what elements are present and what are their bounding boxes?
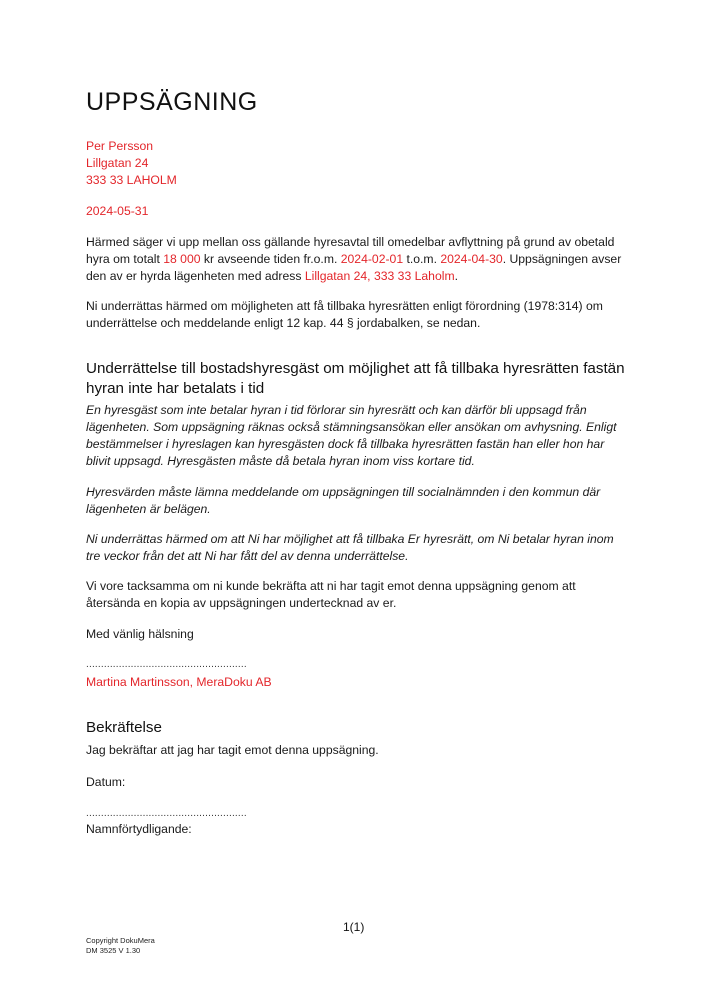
termination-paragraph: [86, 234, 626, 285]
apartment-address: Lillgatan 24, 333 33 Laholm: [304, 269, 455, 283]
signature-line: ......................................................: [86, 659, 247, 670]
footer-copyright: Copyright DokuMera: [86, 936, 155, 945]
confirmation-text: Jag bekräftar att jag har tagit emot denna uppsägning.: [86, 743, 379, 757]
notice-italic-1: En hyresgäst som inte betalar hyran i tid förlorar sin hyresrätt och kan därför bli uppsagd från lägenheten. Som uppsägning räknas också stämningsansökan eller ansökan om avhysning. Enligt bestämmelser i hyreslagen kan hyresgästen dock få tillbaka hyresrätten fastän han eller hon har blivit uppsagd. Hyresgästen måste då betala hyran inom viss kortare tid.: [86, 403, 617, 468]
name-line: ......................................................: [86, 808, 247, 819]
footer-version: DM 3525 V 1.30: [86, 946, 141, 955]
sender-name: Per Persson: [86, 139, 154, 153]
para1-text: .: [454, 269, 458, 283]
notice-heading: Underrättelse till bostadshyresgäst om möjlighet att få tillbaka hyresrätten fastän hyran inte har betalats i tid: [86, 360, 625, 397]
notice-paragraph: Ni underrättas härmed om möjligheten att få tillbaka hyresrätten enligt förordning (1978:314) om underrättelse och meddelande enligt 12 kap. 44 § jordabalken, se nedan.: [86, 299, 603, 330]
closing-greeting: Med vänlig hälsning: [86, 627, 194, 641]
confirmation-heading: Bekräftelse: [86, 719, 162, 736]
period-to: 2024-04-30: [440, 252, 503, 266]
sender-street: Lillgatan 24: [86, 156, 149, 170]
period-from: 2024-02-01: [340, 252, 404, 266]
para1-text: Härmed säger vi upp mellan oss gällande hyresavtal till omedelbar avflyttning på grund av obetald hyra om totalt: [86, 235, 615, 266]
document-date: 2024-05-31: [86, 204, 149, 218]
notice-italic-3: Ni underrättas härmed om att Ni har möjlighet att få tillbaka Er hyresrätt, om Ni betalar hyran inom tre veckor från det att Ni har fått del av denna underrättelse.: [86, 532, 614, 563]
sender-city: 333 33 LAHOLM: [86, 173, 177, 187]
para1-text: t.o.m.: [403, 252, 441, 266]
page-number: 1(1): [343, 920, 365, 934]
para1-text: . Uppsägningen avser den av er hyrda lägenheten med adress: [86, 252, 622, 283]
signer-name: Martina Martinsson, MeraDoku AB: [86, 675, 272, 689]
rent-amount: 18 000: [163, 252, 201, 266]
notice-italic-2: Hyresvärden måste lämna meddelande om uppsägningen till socialnämnden i den kommun där lägenheten är belägen.: [86, 485, 601, 516]
para1-text: kr avseende tiden fr.o.m.: [200, 252, 341, 266]
document-title: UPPSÄGNING: [86, 88, 258, 116]
date-label: Datum:: [86, 775, 126, 789]
confirmation-request: Vi vore tacksamma om ni kunde bekräfta att ni har tagit emot denna uppsägning genom att återsända en kopia av uppsägningen undertecknad av er.: [86, 579, 576, 610]
sender-address: [86, 138, 626, 189]
name-clarification-label: Namnförtydligande:: [86, 822, 192, 836]
